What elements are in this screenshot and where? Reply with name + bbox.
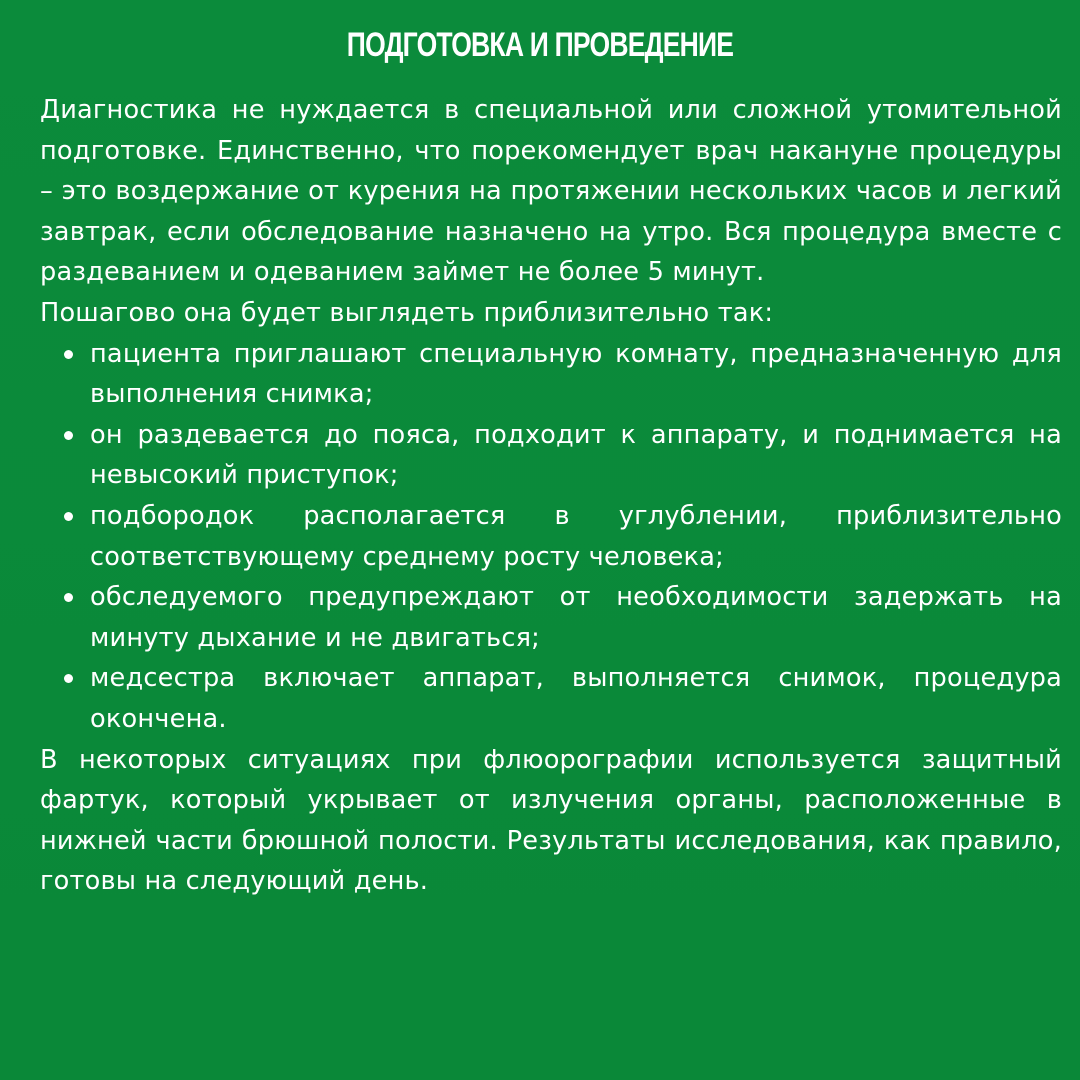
- list-item: [90, 334, 1062, 415]
- list-item: [90, 577, 1062, 658]
- article-body: [40, 90, 1062, 902]
- step-text: медсестра включает аппарат, выполняется снимок, процедура окончена.: [90, 663, 1062, 734]
- step-text: пациента приглашают специальную комнату, предназначенную для выполнения снимка;: [90, 338, 1062, 410]
- outro-paragraph: В некоторых ситуациях при флюорографии используется защитный фартук, который укрывает от излучения органы, расположенные в нижней части брюшной полости. Результаты исследования, как правило, готовы на следующий день.: [40, 744, 1062, 897]
- steps-list: [40, 334, 1062, 740]
- step-text: он раздевается до пояса, подходит к аппарату, и поднимается на невысокий приступок;: [90, 419, 1062, 491]
- step-text: подбородок располагается в углублении, приблизительно соответствующему среднему росту человека;: [90, 500, 1062, 572]
- bullet-dot-icon: [64, 350, 73, 359]
- list-item: [90, 658, 1062, 739]
- bullet-dot-icon: [64, 431, 73, 440]
- steps-intro-paragraph: Пошагово она будет выглядеть приблизительно так:: [40, 297, 774, 328]
- page-title: ПОДГОТОВКА И ПРОВЕДЕНИЕ: [346, 26, 734, 64]
- list-item: [90, 415, 1062, 496]
- bullet-dot-icon: [64, 593, 73, 602]
- bullet-dot-icon: [64, 674, 73, 683]
- intro-paragraph: Диагностика не нуждается в специальной или сложной утомительной подготовке. Единственно, что порекомендует врач накануне процедуры – это воздержание от курения на протяжении нескольких часов и легкий завтрак, если обследование назначено на утро. Вся процедура вместе с раздеванием и одеванием займет не более 5 минут.: [40, 95, 1062, 288]
- step-text: обследуемого предупреждают от необходимости задержать на минуту дыхание и не двигаться;: [90, 582, 1062, 653]
- list-item: [90, 496, 1062, 577]
- bullet-dot-icon: [64, 512, 73, 521]
